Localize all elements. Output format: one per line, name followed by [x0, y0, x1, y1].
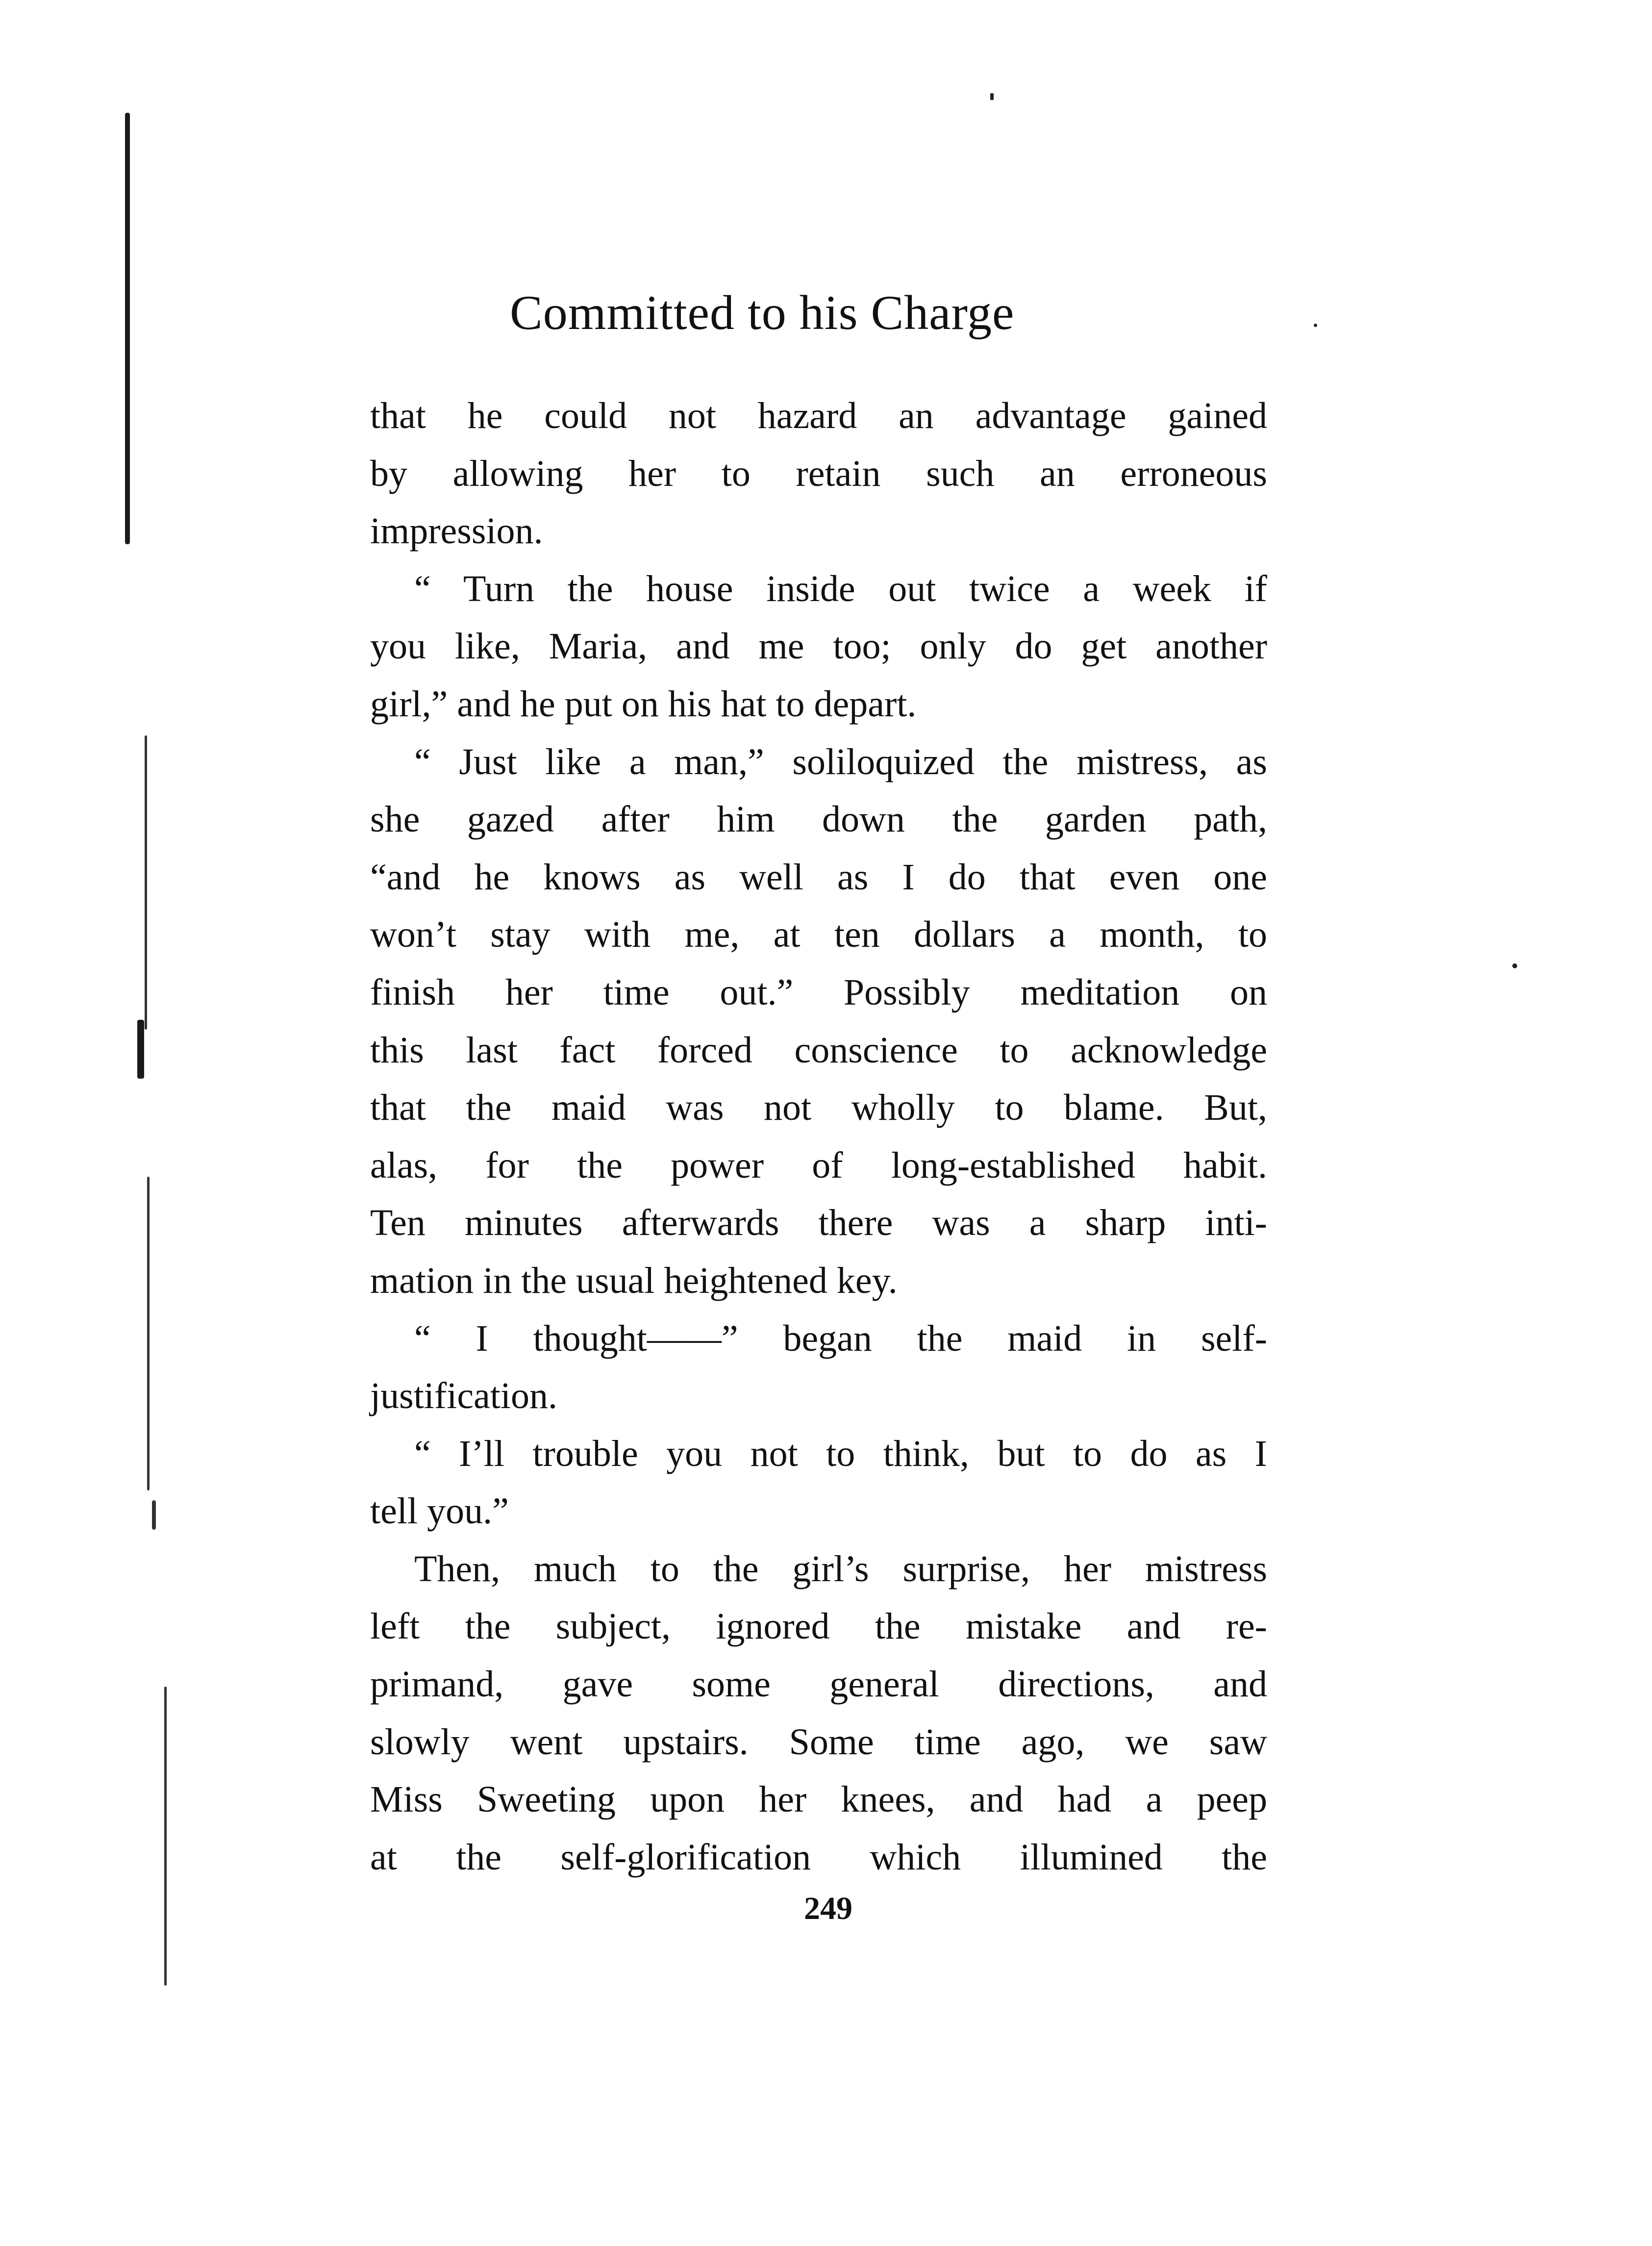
text-line: alas, for the power of long-established habit.	[370, 1144, 1267, 1186]
dust-speck	[1512, 963, 1517, 968]
text-line: that the maid was not wholly to blame. But,	[370, 1087, 1267, 1129]
dust-speck	[990, 93, 994, 100]
dust-speck	[1314, 324, 1317, 327]
page-number: 249	[804, 1891, 852, 1926]
text-line: primand, gave some general directions, and	[370, 1664, 1267, 1705]
text-line: won’t stay with me, at ten dollars a month, to	[370, 914, 1267, 956]
text-line: “ Just like a man,” soliloquized the mistress, as	[414, 741, 1267, 782]
binding-edge-mark	[125, 113, 130, 544]
text-line: Ten minutes afterwards there was a sharp inti-	[370, 1202, 1267, 1244]
running-head: Committed to his Charge	[510, 285, 1015, 340]
text-line: at the self-glorification which illumined the	[370, 1836, 1267, 1878]
text-line: left the subject, ignored the mistake and re-	[370, 1606, 1267, 1647]
text-line: “ I thought——” began the maid in self-	[414, 1317, 1267, 1359]
binding-edge-mark	[164, 1687, 167, 1986]
text-line: impression.	[370, 510, 543, 552]
binding-edge-mark	[147, 1177, 150, 1490]
text-line: mation in the usual heightened key.	[370, 1260, 898, 1301]
text-line: Miss Sweeting upon her knees, and had a peep	[370, 1779, 1267, 1820]
text-line: girl,” and he put on his hat to depart.	[370, 683, 917, 725]
text-line: justification.	[370, 1375, 558, 1417]
text-line: this last fact forced conscience to acknowledge	[370, 1029, 1267, 1071]
text-line: she gazed after him down the garden path,	[370, 799, 1267, 840]
body-text	[370, 387, 1267, 1886]
text-line: “ I’ll trouble you not to think, but to do as I	[414, 1433, 1267, 1474]
text-line: you like, Maria, and me too; only do get another	[370, 626, 1267, 667]
text-line: that he could not hazard an advantage gained	[370, 395, 1267, 436]
binding-edge-mark	[152, 1500, 156, 1530]
binding-edge-mark	[145, 735, 147, 1030]
text-line: Then, much to the girl’s surprise, her mistress	[414, 1548, 1267, 1590]
binding-edge-mark	[137, 1020, 144, 1079]
text-line: slowly went upstairs. Some time ago, we saw	[370, 1721, 1267, 1763]
text-line: “ Turn the house inside out twice a week if	[414, 568, 1267, 609]
text-line: finish her time out.” Possibly meditation on	[370, 971, 1267, 1013]
text-line: tell you.”	[370, 1490, 509, 1532]
text-line: by allowing her to retain such an erroneous	[370, 453, 1267, 494]
text-line: “and he knows as well as I do that even one	[370, 856, 1267, 898]
